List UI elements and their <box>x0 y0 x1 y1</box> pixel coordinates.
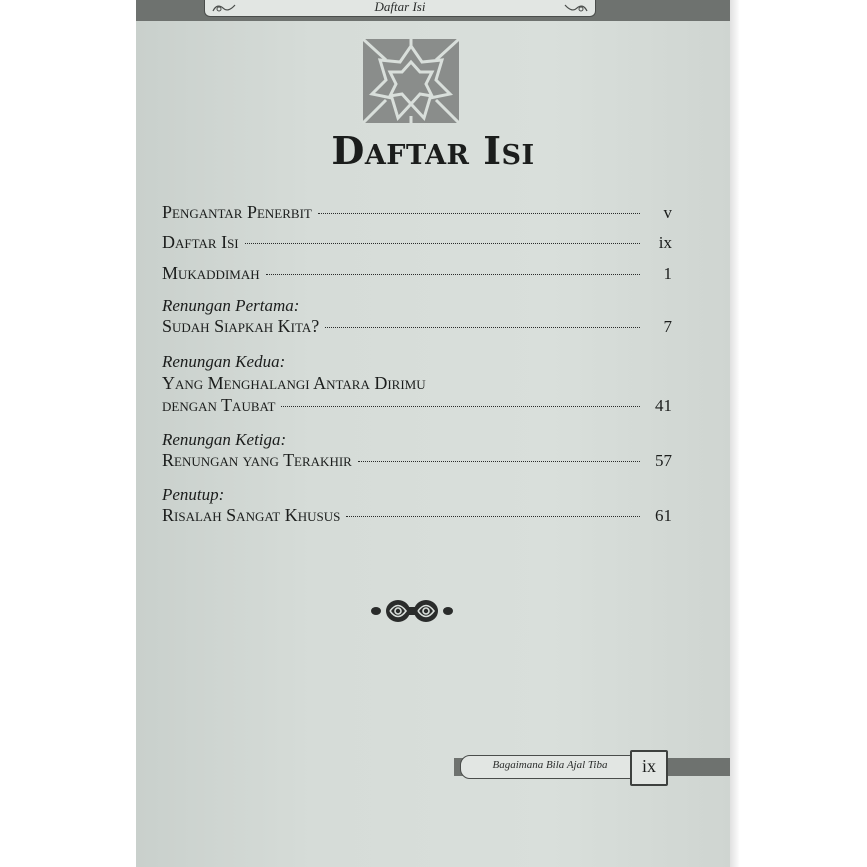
running-header-title: Daftar Isi <box>374 0 426 14</box>
book-page <box>136 0 730 867</box>
toc-entry-pengantar-penerbit[interactable] <box>162 202 672 223</box>
toc-entry-title: Daftar Isi <box>162 232 239 252</box>
toc-entry-title-line1: Yang Menghalangi Antara Dirimu <box>162 373 426 393</box>
toc-page-number: 7 <box>663 317 672 336</box>
header-right-ornament-icon <box>563 1 589 15</box>
toc-entry-subtitle: Renungan Ketiga: <box>162 430 287 449</box>
toc-entry-mukaddimah[interactable] <box>162 263 672 284</box>
floral-divider-ornament-icon <box>370 594 454 628</box>
toc-entry-title: Sudah Siapkah Kita? <box>162 316 320 336</box>
toc-page-number: 1 <box>663 264 672 283</box>
running-footer <box>460 755 640 779</box>
toc-entry-title: dengan Taubat <box>162 395 276 415</box>
toc-entry-title: Mukaddimah <box>162 263 260 283</box>
page-number: ix <box>641 756 656 776</box>
dot-leader <box>281 406 640 407</box>
geometric-star-ornament-icon <box>362 38 460 124</box>
toc-entry-renungan-kedua[interactable] <box>162 352 672 416</box>
dot-leader <box>358 461 640 462</box>
toc-entry-daftar-isi[interactable] <box>162 232 672 253</box>
toc-entry-title: Pengantar Penerbit <box>162 202 312 222</box>
running-header <box>204 0 596 17</box>
dot-leader <box>318 213 640 214</box>
dot-leader <box>245 243 640 244</box>
toc-entry-subtitle: Renungan Pertama: <box>162 296 300 315</box>
toc-page-number: 61 <box>655 506 672 525</box>
page-title: Daftar Isi <box>331 128 535 173</box>
toc-page-number: v <box>663 203 672 222</box>
toc-entry-renungan-pertama[interactable] <box>162 296 672 337</box>
toc-page-number: 57 <box>655 451 672 470</box>
toc-page-number: 41 <box>655 396 672 415</box>
running-footer-book-title: Bagaimana Bila Ajal Tiba <box>492 759 608 771</box>
toc-entry-title: Renungan yang Terakhir <box>162 450 352 470</box>
page-edge-shadow <box>730 0 740 867</box>
toc-entry-penutup[interactable] <box>162 485 672 526</box>
toc-entry-subtitle: Renungan Kedua: <box>162 352 286 371</box>
dot-leader <box>266 274 640 275</box>
page-number-badge <box>630 750 668 786</box>
toc-page-number: ix <box>658 233 672 252</box>
dot-leader <box>346 516 640 517</box>
toc-entry-renungan-ketiga[interactable] <box>162 430 672 471</box>
toc-entry-subtitle: Penutup: <box>162 485 225 504</box>
toc-entry-title: Risalah Sangat Khusus <box>162 505 341 525</box>
dot-leader <box>325 327 640 328</box>
